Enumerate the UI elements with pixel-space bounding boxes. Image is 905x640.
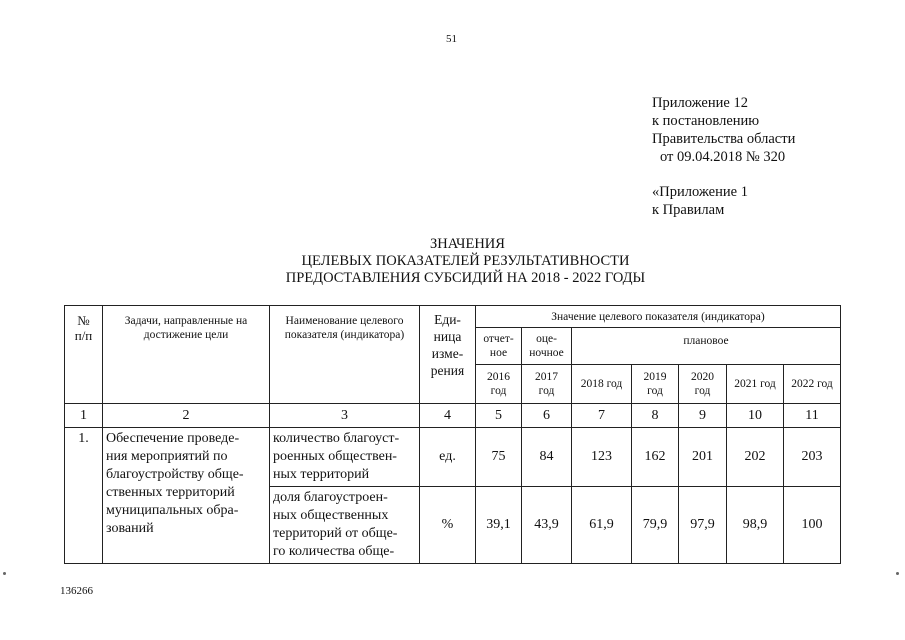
column-number: 2 (103, 404, 270, 428)
header-value-group: Значение целевого показателя (индикатора) (476, 306, 841, 328)
sub-appendix-block (652, 183, 748, 219)
value-cell: 84 (522, 428, 572, 487)
header-task: Задачи, направленные на достижение цели (103, 306, 270, 404)
column-number: 10 (727, 404, 784, 428)
header-year: 2019 год (632, 365, 679, 404)
sub-appendix-line: к Правилам (652, 202, 725, 218)
footer-code: 136266 (60, 585, 93, 597)
edge-mark (896, 572, 899, 575)
task-cell: Обеспечение проведе- ния мероприятий по благоустройству обще- ственных территорий муниципальных обра- зований (103, 428, 270, 564)
value-cell: 123 (572, 428, 632, 487)
header-year: 2018 год (572, 365, 632, 404)
appendix-line: Правительства области (652, 131, 796, 147)
header-estimated: оце- ночное (522, 328, 572, 365)
header-year: 2016 год (476, 365, 522, 404)
value-cell: 202 (727, 428, 784, 487)
header-num: № п/п (65, 306, 103, 404)
header-unit: Еди- ница изме- рения (420, 306, 476, 404)
sub-appendix-line: «Приложение 1 (652, 184, 748, 200)
appendix-line: Приложение 12 (652, 95, 748, 111)
value-cell: 100 (784, 487, 841, 564)
header-reported: отчет- ное (476, 328, 522, 365)
table-row (65, 428, 841, 487)
column-number: 1 (65, 404, 103, 428)
column-number: 3 (270, 404, 420, 428)
appendix-block (652, 94, 795, 166)
value-cell: 75 (476, 428, 522, 487)
value-cell: 39,1 (476, 487, 522, 564)
title-line: ПРЕДОСТАВЛЕНИЯ СУБСИДИЙ НА 2018 - 2022 ГОДЫ (285, 270, 646, 286)
value-cell: 61,9 (572, 487, 632, 564)
indicators-table (64, 305, 841, 564)
unit-cell: ед. (420, 428, 476, 487)
edge-mark (3, 572, 6, 575)
page-number: 51 (446, 33, 457, 45)
indicator-name-cell: количество благоуст- роенных обществен- ных территорий (270, 428, 420, 487)
header-year: 2021 год (727, 365, 784, 404)
appendix-line: к постановлению (652, 113, 760, 129)
header-year: 2020 год (679, 365, 727, 404)
value-cell: 97,9 (679, 487, 727, 564)
unit-cell: % (420, 487, 476, 564)
value-cell: 43,9 (522, 487, 572, 564)
title-line: ЗНАЧЕНИЯ (430, 236, 505, 252)
value-cell: 79,9 (632, 487, 679, 564)
document-title (0, 236, 905, 287)
value-cell: 201 (679, 428, 727, 487)
column-number: 4 (420, 404, 476, 428)
column-number: 6 (522, 404, 572, 428)
header-planned: плановое (572, 328, 841, 365)
header-year: 2022 год (784, 365, 841, 404)
column-number: 5 (476, 404, 522, 428)
column-number: 9 (679, 404, 727, 428)
header-year: 2017 год (522, 365, 572, 404)
column-number: 8 (632, 404, 679, 428)
row-number: 1. (65, 428, 103, 564)
header-indicator: Наименование целевого показателя (индикатора) (270, 306, 420, 404)
value-cell: 203 (784, 428, 841, 487)
appendix-line: от 09.04.2018 № 320 (660, 149, 786, 165)
title-line: ЦЕЛЕВЫХ ПОКАЗАТЕЛЕЙ РЕЗУЛЬТАТИВНОСТИ (301, 253, 630, 269)
value-cell: 162 (632, 428, 679, 487)
indicator-name-cell: доля благоустроен- ных общественных территорий от обще- го количества обще- (270, 487, 420, 564)
value-cell: 98,9 (727, 487, 784, 564)
column-number: 7 (572, 404, 632, 428)
column-number: 11 (784, 404, 841, 428)
